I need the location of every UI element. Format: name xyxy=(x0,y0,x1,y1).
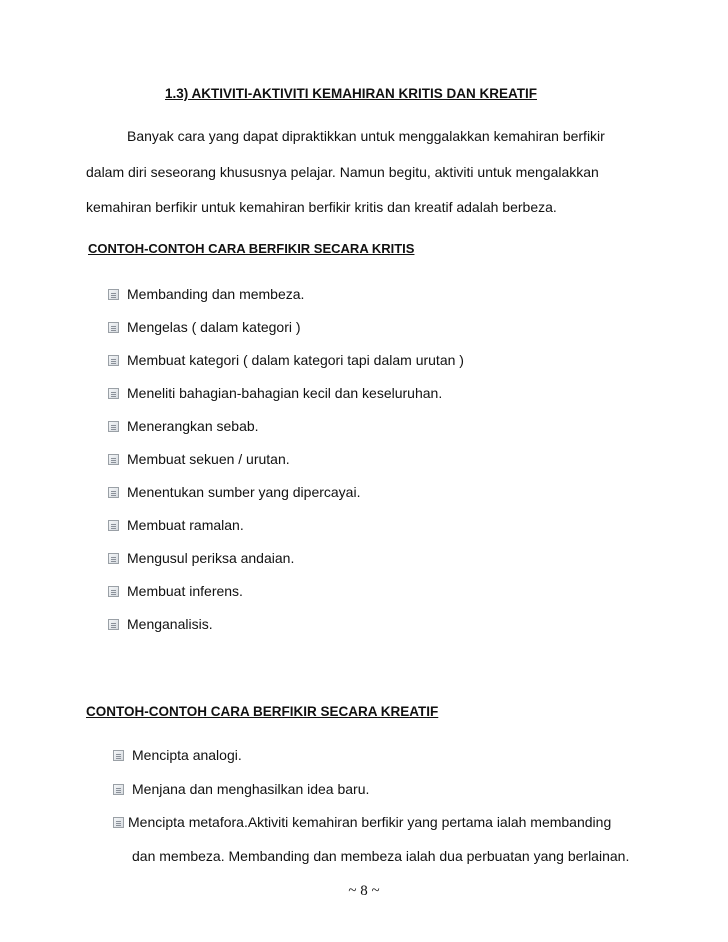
document-bullet-icon xyxy=(108,487,119,498)
document-bullet-icon xyxy=(108,322,119,333)
document-bullet-icon xyxy=(113,784,124,795)
list-item xyxy=(113,814,611,830)
list-item xyxy=(108,451,290,467)
list-item xyxy=(108,484,360,500)
document-bullet-icon xyxy=(108,421,119,432)
intro-line-1: Banyak cara yang dapat dipraktikkan untuk menggalakkan kemahiran berfikir xyxy=(127,128,605,144)
list-item-label: Mengelas ( dalam kategori ) xyxy=(127,319,301,335)
list-item-label: Mencipta analogi. xyxy=(132,747,242,763)
list-item xyxy=(113,781,369,797)
document-bullet-icon xyxy=(108,553,119,564)
creative-heading: CONTOH-CONTOH CARA BERFIKIR SECARA KREATIF xyxy=(86,704,439,719)
list-item xyxy=(108,286,304,302)
list-item-label: Mencipta metafora.Aktiviti kemahiran berfikir yang pertama ialah membanding xyxy=(128,814,612,830)
list-item xyxy=(108,616,213,632)
page-number: ~ 8 ~ xyxy=(348,883,380,899)
list-item-label: Membuat ramalan. xyxy=(127,517,244,533)
list-item-label: Mengusul periksa andaian. xyxy=(127,550,295,566)
document-bullet-icon xyxy=(108,619,119,630)
list-item-label: Meneliti bahagian-bahagian kecil dan keseluruhan. xyxy=(127,385,443,401)
list-item xyxy=(113,747,242,763)
intro-line-2: dalam diri seseorang khususnya pelajar. Namun begitu, aktiviti untuk mengalakkan xyxy=(86,164,599,180)
list-item-label: Membuat kategori ( dalam kategori tapi dalam urutan ) xyxy=(127,352,464,368)
list-item xyxy=(108,583,243,599)
document-bullet-icon xyxy=(113,817,124,828)
document-bullet-icon xyxy=(108,586,119,597)
document-bullet-icon xyxy=(108,388,119,399)
list-item-label: Menerangkan sebab. xyxy=(127,418,259,434)
intro-line-3: kemahiran berfikir untuk kemahiran berfikir kritis dan kreatif adalah berbeza. xyxy=(86,199,557,215)
document-bullet-icon xyxy=(113,750,124,761)
section-title: 1.3) AKTIVITI-AKTIVITI KEMAHIRAN KRITIS DAN KREATIF xyxy=(165,86,537,101)
document-bullet-icon xyxy=(108,454,119,465)
list-item xyxy=(108,385,442,401)
document-bullet-icon xyxy=(108,520,119,531)
list-item-label: Menjana dan menghasilkan idea baru. xyxy=(132,781,370,797)
document-bullet-icon xyxy=(108,289,119,300)
list-item xyxy=(108,319,301,335)
list-item-label: Menganalisis. xyxy=(127,616,213,632)
list-item xyxy=(108,550,294,566)
list-item-continuation: dan membeza. Membanding dan membeza ialah dua perbuatan yang berlainan. xyxy=(132,848,630,864)
list-item-label: Membuat inferens. xyxy=(127,583,243,599)
list-item xyxy=(108,418,259,434)
critical-heading: CONTOH-CONTOH CARA BERFIKIR SECARA KRITIS xyxy=(88,241,415,256)
document-bullet-icon xyxy=(108,355,119,366)
list-item-label: Menentukan sumber yang dipercayai. xyxy=(127,484,361,500)
list-item xyxy=(108,352,464,368)
list-item xyxy=(108,517,244,533)
list-item-label: Membanding dan membeza. xyxy=(127,286,305,302)
list-item-label: Membuat sekuen / urutan. xyxy=(127,451,290,467)
